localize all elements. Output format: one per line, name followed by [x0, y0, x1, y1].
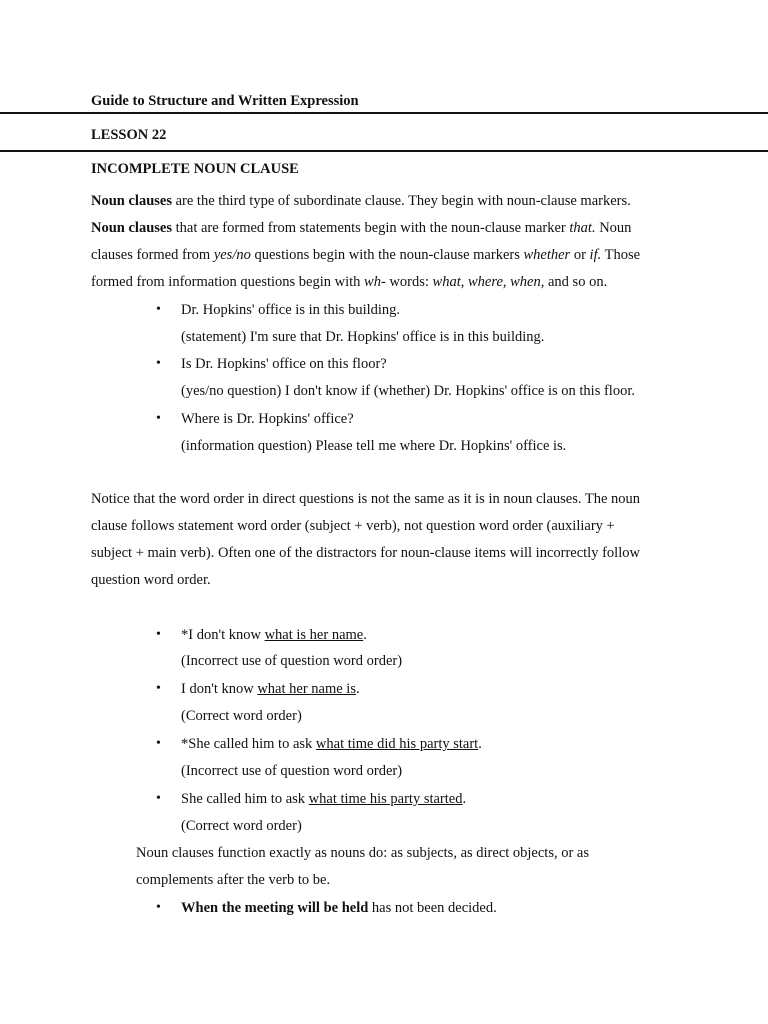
lesson-number: LESSON 22	[91, 127, 167, 143]
intro-text: that are formed from statements begin with the noun-clause marker	[171, 220, 570, 236]
term-yes-no: yes/no	[213, 247, 251, 263]
example-main: Is Dr. Hopkins' office on this floor?	[181, 356, 387, 372]
example-main	[181, 900, 497, 917]
book-title: Guide to Structure and Written Expression	[91, 93, 359, 109]
example-text: She called him to ask	[181, 791, 309, 807]
example-main: Dr. Hopkins' office is in this building.	[181, 302, 401, 318]
header-rule-bottom	[0, 150, 768, 152]
example-main: Where is Dr. Hopkins' office?	[181, 411, 354, 427]
notice-line-3: subject + main verb). Often one of the distractors for noun-clause items will incorrectly follow	[91, 545, 640, 561]
intro-text: questions begin with the noun-clause markers	[250, 247, 524, 263]
notice-line-2: clause follows statement word order (subject + verb), not question word order (auxiliary +	[91, 518, 615, 534]
term-wh: wh-	[364, 274, 386, 290]
bullet-icon: •	[156, 302, 161, 317]
notice-line-1: Notice that the word order in direct questions is not the same as it is in noun clauses. The noun	[91, 491, 641, 507]
term-noun-clauses: Noun clauses	[91, 193, 172, 209]
example-sub: (statement) I'm sure that Dr. Hopkins' office is in this building.	[181, 329, 545, 345]
term-noun-clauses: Noun clauses	[91, 220, 172, 236]
intro-text: clauses formed from	[91, 247, 214, 263]
example-sub: (Correct word order)	[181, 818, 302, 834]
example-main	[181, 791, 466, 808]
underlined-clause: what is her name	[264, 627, 364, 643]
intro-line-2	[91, 220, 631, 237]
underlined-clause: what time his party started	[308, 791, 463, 807]
example-text: has not been decided.	[368, 900, 497, 916]
marker-whether: whether	[523, 247, 571, 263]
bullet-icon: •	[156, 627, 161, 642]
bullet-icon: •	[156, 791, 161, 806]
intro-line-1	[91, 193, 631, 210]
example-text: .	[363, 627, 367, 643]
intro-text: or	[570, 247, 590, 263]
example-sub: (information question) Please tell me where Dr. Hopkins' office is.	[181, 438, 567, 454]
lesson-topic: INCOMPLETE NOUN CLAUSE	[91, 161, 299, 177]
example-sub: (Correct word order)	[181, 708, 302, 724]
marker-that: that.	[569, 220, 596, 236]
bullet-icon: •	[156, 411, 161, 426]
underlined-clause: what her name is	[257, 681, 356, 697]
example-sub: (Incorrect use of question word order)	[181, 763, 403, 779]
underlined-clause: what time did his party start	[315, 736, 479, 752]
bullet-icon: •	[156, 681, 161, 696]
intro-text: formed from information questions begin with	[91, 274, 365, 290]
bullet-icon: •	[156, 736, 161, 751]
intro-text: are the third type of subordinate clause. They begin with noun-clause markers.	[171, 193, 631, 209]
example-text: *I don't know	[181, 627, 265, 643]
example-text: .	[462, 791, 467, 807]
bullet-icon: •	[156, 900, 161, 915]
example-main	[181, 627, 367, 644]
bullet-icon: •	[156, 356, 161, 371]
subject-clause: When the meeting will be held	[181, 900, 369, 916]
intro-text: Noun	[595, 220, 632, 236]
intro-text: and so on.	[544, 274, 608, 290]
header-rule-top	[0, 112, 768, 114]
example-text: I don't know	[181, 681, 258, 697]
function-line-2: complements after the verb to be.	[136, 872, 331, 888]
function-line-1: Noun clauses function exactly as nouns do: as subjects, as direct objects, or as	[136, 845, 590, 861]
example-sub: (Incorrect use of question word order)	[181, 653, 403, 669]
wh-words: what, where, when,	[432, 274, 545, 290]
notice-line-4: question word order.	[91, 572, 211, 588]
example-text: .	[355, 681, 360, 697]
marker-if: if.	[589, 247, 602, 263]
example-text: .	[478, 736, 482, 752]
example-sub: (yes/no question) I don't know if (whether) Dr. Hopkins' office is on this floor.	[181, 383, 635, 399]
example-text: *She called him to ask	[181, 736, 316, 752]
intro-line-4	[91, 274, 607, 291]
example-main	[181, 681, 360, 698]
intro-text: words:	[385, 274, 433, 290]
example-main	[181, 736, 482, 753]
intro-text: Those	[601, 247, 641, 263]
intro-line-3	[91, 247, 640, 264]
